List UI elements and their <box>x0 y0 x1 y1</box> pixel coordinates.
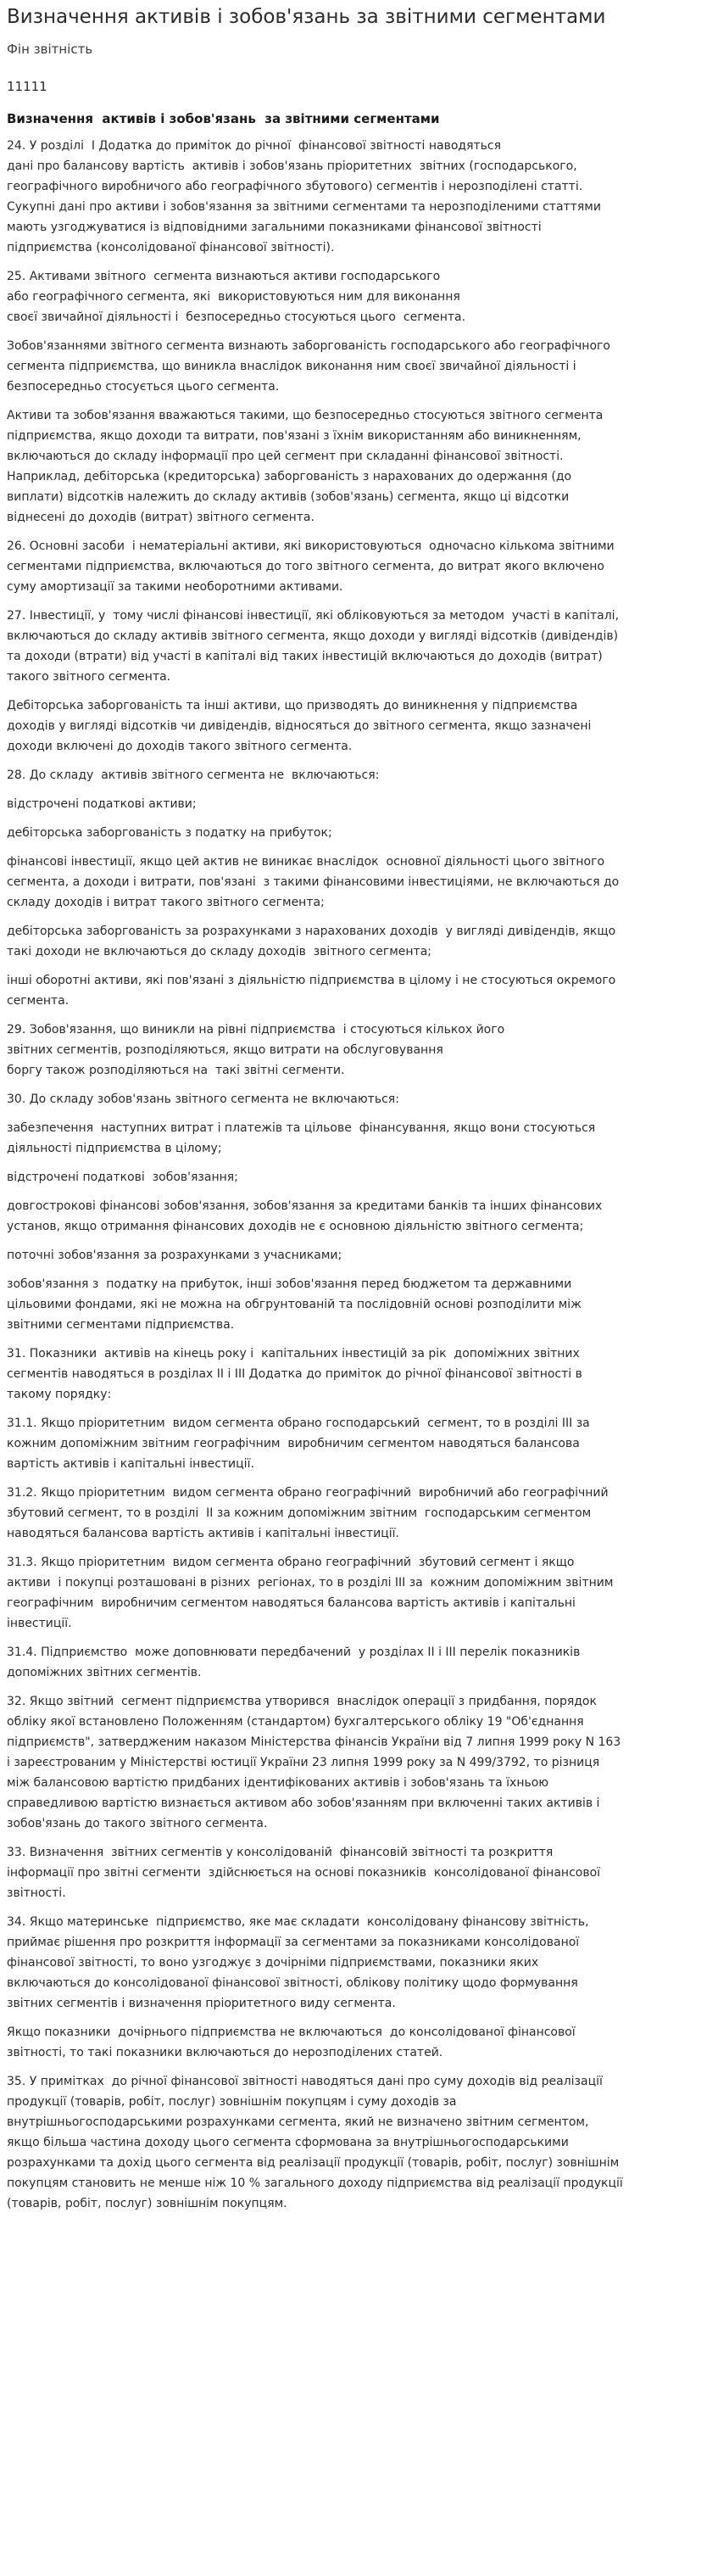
article-paragraph: відстрочені податкові активи; <box>7 797 197 811</box>
article-paragraph: 27. Інвестиції, у тому числі фінансові інвестиції, які обліковуються за методом участі в капіталі, включаються до складу активів звітного сегмента, якщо доходи у вигляді відсотків (дивідендів) та доходи (втрати) від участі в капіталі від таких інвестицій включаються до доходів (витрат) такого звітного сегмента. <box>7 609 620 684</box>
article-paragraph: поточні зобов'язання за розрахунками з учасниками; <box>7 1249 342 1262</box>
article-paragraph: 29. Зобов'язання, що виникли на рівні підприємства і стосуються кількох його звітних сегментів, розподіляються, якщо витрати на обслуговування боргу також розподіляються на такі звітні сегменти. <box>7 1023 505 1077</box>
article-paragraph: Якщо показники дочірнього підприємства не включаються до консолідованої фінансової звітності, то такі показники включаються до нерозподілених статей. <box>7 2026 576 2059</box>
article-paragraph: фінансові інвестиції, якщо цей актив не виникає внаслідок основної діяльності цього звітного сегмента, а доходи і витрати, пов'язані з такими фінансовими інвестиціями, не включаються до складу доходів і витрат такого звітного сегмента; <box>7 855 620 909</box>
article-paragraph: 25. Активами звітного сегмента визнаються активи господарського або географічного сегмента, які використовуються ним для виконання своєї звичайної діяльності і безпосередньо стосуються цього сегмента. <box>7 270 466 324</box>
article-paragraph: 35. У приміткax до річної фінансової звітності наводяться дані про суму доходів від реалізації продукції (товарів, робіт, послуг) зовнішнім покупцям і суму доходів за внутрішньогосподарськими розрахунками сегмента, який не визначено звітним сегментом, якщо більша частина доходу цього сегмента сформована за внутрішньогосподарськими розрахунками та дохід цього сегмента від реалізації продукції (товарів, робіт, послуг) зовнішнім покупцям становить не менше ніж 10 % загального доходу підприємства від реалізації продукції (товарів, робіт, послуг) зовнішнім покупцям. <box>7 2075 623 2210</box>
document-page <box>0 3 718 2214</box>
article-paragraph: Зобов'язаннями звітного сегмента визнають заборгованість господарського або географічного сегмента підприємства, що виникла внаслідок виконання ним своєї звичайної діяльності і безпосередньо стосується цього сегмента. <box>7 339 610 394</box>
document-category: Фін звітність <box>7 42 93 57</box>
article-paragraph: інші оборотні активи, які пов'язані з діяльністю підприємства в цілому і не стосуються окремого сегмента. <box>7 974 616 1008</box>
article-paragraph: 31.1. Якщо пріоритетним видом сегмента обрано господарський сегмент, то в розділі ІІІ за кожним допоміжним звітним географічним виробничим сегментом наводяться балансова вартість активів і капітальні інвестиції. <box>7 1417 590 1471</box>
article-heading: Визначення активів і зобов'язань за звітними сегментами <box>7 111 440 126</box>
article-paragraph: зобов'язання з податку на прибуток, інші зобов'язання перед бюджетом та державними цільовими фондами, які не можна на обгрунтованій та послідовній основі розподілити між звітними сегментами підприємства. <box>7 1277 582 1332</box>
article-paragraph: відстрочені податкові зобов'язання; <box>7 1171 238 1184</box>
article-paragraph: дебіторська заборгованість з податку на прибуток; <box>7 826 332 840</box>
article-paragraph: 26. Основні засоби і нематеріальні активи, які використовуються одночасно кількома звітними сегментами підприємства, включаються до того звітного сегмента, до витрат якого включено суму амортизації за такими необоротними активами. <box>7 539 615 594</box>
article-paragraph: 31.2. Якщо пріоритетним видом сегмента обрано географічний виробничий або географічний збутовий сегмент, то в розділі ІІ за кожним допоміжним звітним господарським сегментом наводяться балансова вартість активів і капітальні інвестиції. <box>7 1486 609 1540</box>
article-paragraph: 31.4. Підприємство може доповнювати передбачений у розділах ІІ і ІІІ перелік показників допоміжних звітних сегментів. <box>7 1646 581 1679</box>
article-paragraph: дебіторська заборгованість за розрахунками з нарахованих доходів у вигляді дивідендів, якщо такі доходи не включаються до складу доходів звітного сегмента; <box>7 925 616 958</box>
article-paragraph: 33. Визначення звітних сегментів у консолідованій фінансовій звітності та розкриття інформації про звітні сегменти здійснюється на основі показників консолідованої фінансової звітності. <box>7 1846 601 1900</box>
page-title: Визначення активів і зобов'язань за звітними сегментами <box>7 6 606 28</box>
article-paragraph: Дебіторська заборгованість та інші активи, що призводять до виникнення у підприємства доходів у вигляді відсотків чи дивідендів, відносяться до звітного сегмента, якщо зазначені доходи включені до доходів такого звітного сегмента. <box>7 699 592 753</box>
article-body <box>7 136 718 2214</box>
article-paragraph: 34. Якщо материнське підприємство, яке має складати консолідовану фінансову звітність, приймає рішення про розкриття інформації за сегментами за показниками консолідованої фінансової звітності, то воно узгоджує з дочірніми підприємствами, показники яких включаються до консолідованої фінансової звітності, облікову політику щодо формування звітних сегментів і визначення пріоритетного виду сегмента. <box>7 1915 589 2010</box>
article-paragraph: 31. Показники активів на кінець року і капітальних інвестицій за рік допоміжних звітних сегментів наводяться в розділах ІІ і ІІІ Додатка до приміток до річної фінансової звітності в такому порядку: <box>7 1347 582 1401</box>
article-paragraph: Активи та зобов'язання вважаються такими, що безпосередньо стосуються звітного сегмента підприємства, якщо доходи та витрати, пов'язані з їхнім використанням або виникненням, включаються до складу інформації про цей сегмент при складанні фінансової звітності. Наприклад, дебіторська (кредиторська) заборгованість з нарахованих до одержання (до виплати) відсотків належить до складу активів (зобов'язань) сегмента, якщо ці відсотки віднесені до доходів (витрат) звітного сегмента. <box>7 409 604 524</box>
article-paragraph: 30. До складу зобов'язань звітного сегмента не включаються: <box>7 1092 399 1106</box>
article-paragraph: 28. До складу активів звітного сегмента не включаються: <box>7 768 380 782</box>
article-paragraph: 24. У розділі І Додатка до приміток до річної фінансової звітності наводяться дані про балансову вартість активів і зобов'язань пріоритетних звітних (господарського, географічного виробничого або географічного збутового) сегментів і нерозподілені статті. Сукупні дані про активи і зобов'язання за звітними сегментами та нерозподіленими статтями мають узгоджуватися із відповідними загальними показниками фінансової звітності підприємства (консолідованої фінансової звітності). <box>7 139 601 254</box>
document-code: 11111 <box>7 79 47 94</box>
article-paragraph: 31.3. Якщо пріоритетним видом сегмента обрано географічний збутовий сегмент і якщо активи і покупці розташовані в різних регіонах, то в розділі ІІІ за кожним допоміжним звітним географічним виробничим сегментом наводяться балансова вартість активів і капітальні інвестиції. <box>7 1556 614 1630</box>
article-paragraph: 32. Якщо звітний сегмент підприємства утворився внаслідок операції з придбання, порядок обліку якої встановлено Положенням (стандартом) бухгалтерського обліку 19 "Об'єднання підприємств", затвердженим наказом Міністерства фінансів України від 7 липня 1999 року N 163 і зареєстрованим у Міністерстві юстиції України 23 липня 1999 року за N 499/3792, то різниця між балансовою вартістю придбаних ідентифікованих активів і зобов'язань та їхньою справедливою вартістю визнається активом або зобов'язанням при включенні таких активів і зобов'язань до такого звітного сегмента. <box>7 1695 621 1830</box>
article-paragraph: забезпечення наступних витрат і платежів та цільове фінансування, якщо вони стосуються діяльності підприємства в цілому; <box>7 1121 596 1155</box>
article-paragraph: довгострокові фінансові зобов'язання, зобов'язання за кредитами банків та інших фінансових установ, якщо отримання фінансових доходів не є основною діяльністю звітного сегмента; <box>7 1199 603 1233</box>
